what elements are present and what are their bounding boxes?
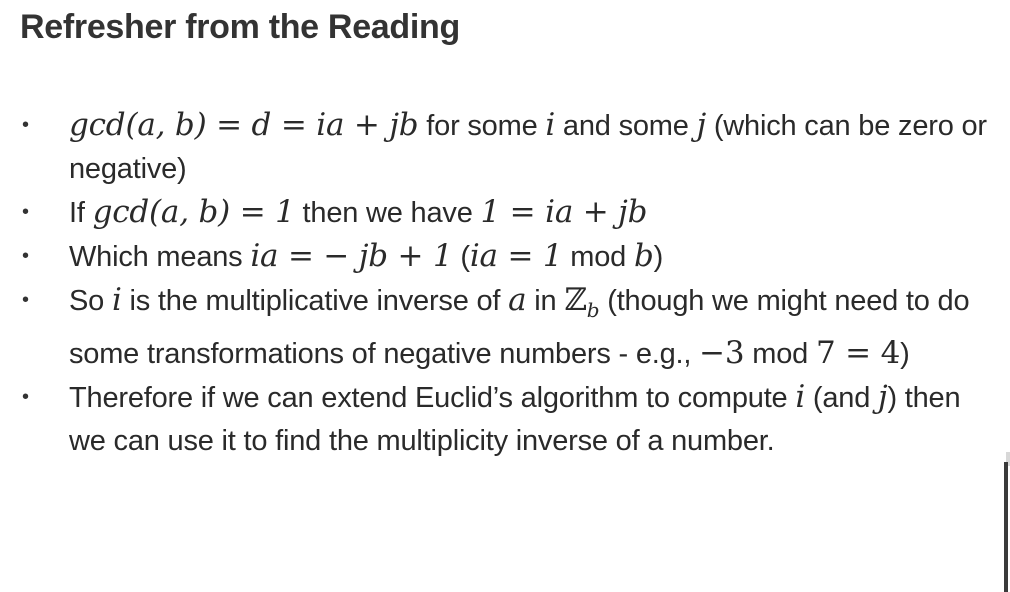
bullet-text	[69, 191, 997, 235]
bullet-item	[22, 191, 997, 235]
math-expression: 7 = 4	[815, 335, 901, 371]
math-variable: a	[508, 282, 527, 318]
text-run: for some	[418, 110, 546, 142]
math-expression: ia = − jb + 1	[250, 238, 453, 274]
math-expression: ia = 1	[469, 238, 563, 274]
text-run: mod	[744, 338, 816, 370]
bullet-list	[22, 104, 997, 463]
bullet-dot: •	[22, 245, 30, 267]
text-run: is the multiplicative inverse of	[121, 285, 509, 317]
bullet-text	[69, 235, 997, 279]
text-run: If	[69, 197, 93, 229]
bullet-item	[22, 279, 997, 376]
text-run: ) then we can use it to find the multiplicity inverse of a number.	[69, 382, 961, 457]
bullet-dot: •	[22, 114, 30, 136]
bullet-text	[69, 279, 997, 376]
text-run: )	[900, 338, 910, 370]
bullet-item	[22, 235, 997, 279]
math-variable: i	[545, 107, 556, 143]
bullet-text	[69, 376, 997, 463]
bullet-item	[22, 376, 997, 463]
text-run: then we have	[294, 197, 481, 229]
math-expression: gcd(a, b) = d = ia + jb	[69, 107, 419, 143]
math-expression: −3	[699, 335, 745, 371]
bullet-dot: •	[22, 201, 30, 223]
bullet-item	[22, 104, 997, 191]
math-variable: i	[795, 379, 806, 415]
text-run: )	[653, 241, 664, 273]
text-run: (	[452, 241, 470, 273]
text-run: Therefore if we can extend Euclid’s algorithm to compute	[69, 382, 796, 414]
text-run: and some	[555, 110, 697, 142]
bullet-dot: •	[22, 289, 30, 311]
text-run: (and	[805, 382, 879, 414]
slide-title: Refresher from the Reading	[20, 8, 460, 46]
text-run: (though we might need to do some transformations of negative numbers - e.g.,	[69, 285, 970, 370]
bullet-dot: •	[22, 386, 30, 408]
edge-artifact	[1004, 462, 1008, 592]
math-variable: j	[878, 379, 888, 415]
text-run: (which can be zero or negative)	[69, 110, 987, 185]
text-run: mod	[562, 241, 634, 273]
math-variable: j	[696, 107, 706, 143]
math-variable: b	[633, 238, 654, 274]
text-run: So	[69, 285, 112, 317]
text-run: Which means	[69, 241, 251, 273]
math-variable: i	[111, 282, 122, 318]
math-subscript: b	[586, 298, 600, 322]
bullet-text	[69, 104, 997, 191]
math-expression: 1 = ia + jb	[480, 194, 648, 230]
text-run: in	[526, 285, 565, 317]
math-expression: gcd(a, b) = 1	[92, 194, 295, 230]
integers-symbol: ℤ	[564, 282, 587, 318]
